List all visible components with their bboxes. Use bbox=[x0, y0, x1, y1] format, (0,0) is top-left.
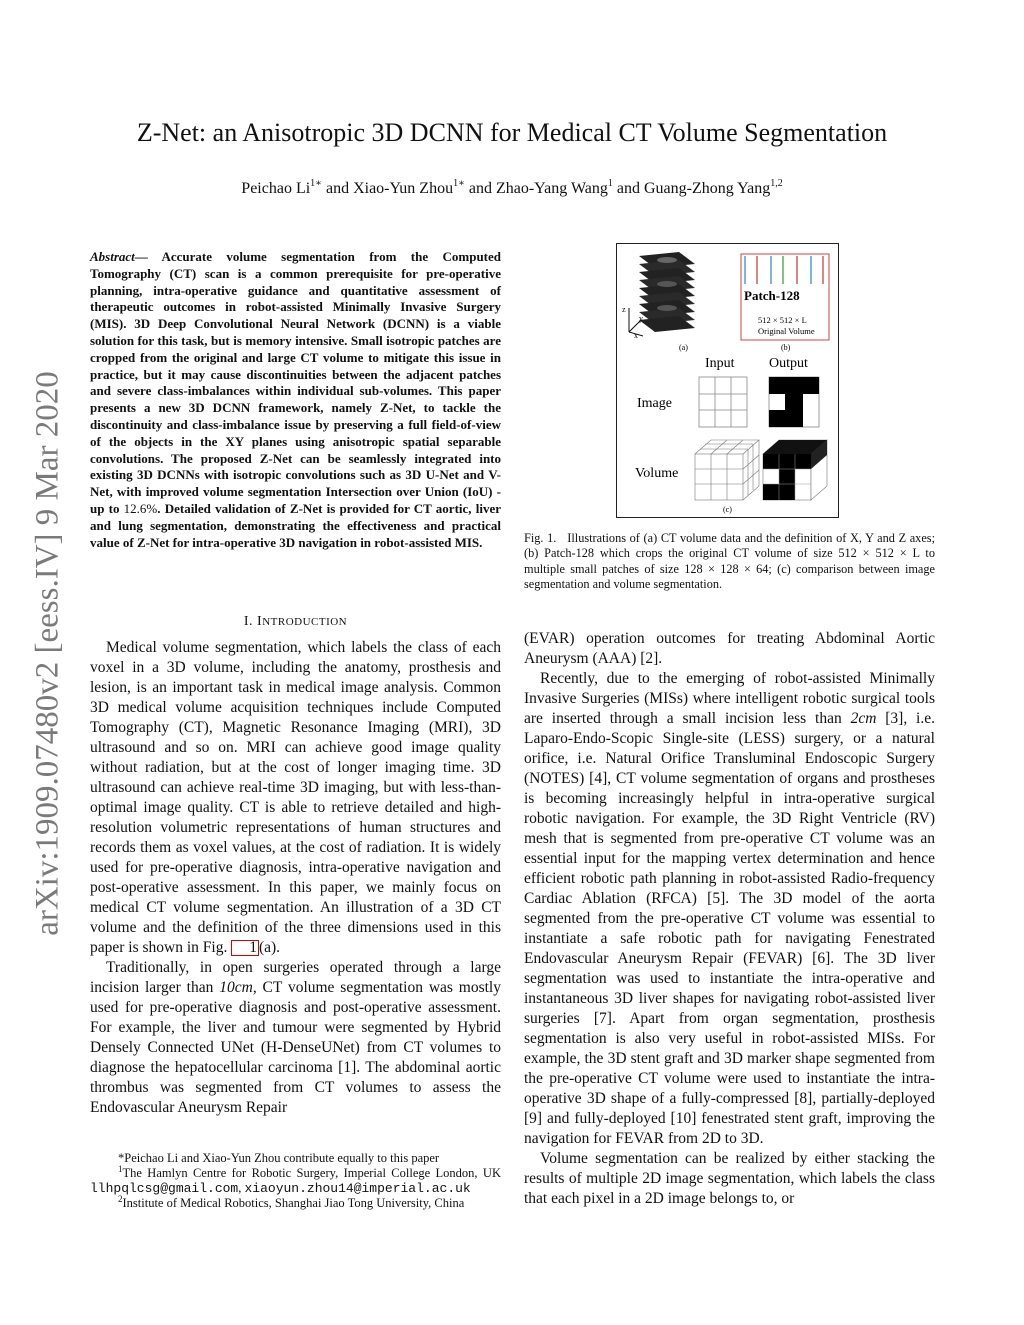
paragraph: Recently, due to the emerging of robot-assisted Minimally Invasive Surgeries (MISs) where intelligent robotic surgical tools are inserted through a small incision less than 2cm [3], i.e. Laparo-Endo-Scopic Single-site (LESS) surgery, or a natural orifice, i.e. Natural Orifice Transluminal Endoscopic Surgery (NOTES) [4], CT volume segmentation of organs and prostheses is becoming increasingly helpful in intra-operative surgical robotic navigation. For example, the 3D Right Ventricle (RV) mesh that is segmented from pre-operative CT volume was an essential input for the mapping vertex determination and hence efficient robotic path planning in robot-assisted Radio-frequency Cardiac Ablation (RFCA) [5]. The 3D model of the aorta segmented from the pre-operative CT volume was essential to instantiate a safe robotic path for navigating Fenestrated Endovascular Aneurysm Repair (FEVAR) [6]. The 3D liver segmentation was used to instantiate the intra-operative and instantaneous 3D liver shapes for navigating robot-assisted liver surgeries [7]. Apart from organ segmentation, prosthesis segmentation is also very useful in robot-assisted MISs. For example, the 3D stent graft and 3D marker shape segmented from the pre-operative CT volume were used to instantiate the intra-operative 3D shape of a fully-compressed [8], partially-deployed [9] and fully-deployed [10] fenestrated stent graft, improving the navigation for FEVAR from 2D to 3D. bbox=[524, 670, 935, 1147]
image-row-label: Image bbox=[637, 396, 672, 411]
caption-text: Illustrations of (a) CT volume data and the definition of X, Y and Z axes; (b) Patch-128 which crops the original CT volume of size 512 × 512 × L to multiple small patches of size 128 × 128 × 64; (c) comparison between image segmentation and volume segmentation. bbox=[524, 531, 935, 591]
figure-illustration bbox=[617, 244, 838, 517]
ct-slice-stack bbox=[639, 252, 695, 332]
input-volume-grid bbox=[695, 440, 759, 500]
input-image-grid bbox=[699, 377, 747, 427]
axis-x-label: x bbox=[634, 331, 638, 340]
patch-lines bbox=[745, 256, 823, 284]
section-heading: I. INTRODUCTION bbox=[243, 614, 348, 629]
paragraph: Volume segmentation can be realized by either stacking the results of multiple 2D image segmentation, which labels the class that each pixel in a 2D image belongs to, or bbox=[524, 1150, 935, 1207]
arxiv-stamp bbox=[28, 360, 68, 950]
abstract-text: Accurate volume segmentation from the Computed Tomography (CT) scan is a common prerequisite for pre-operative planning, intra-operative guidance and quantitative assessment of therapeutic outcomes in robot-assisted Minimally Invasive Surgery (MIS). 3D Deep Convolutional Neural Network (DCNN) is a viable solution for this task, but is memory intensive. Small isotropic patches are cropped from the original and large CT volume to mitigate this issue in practice, but it may cause discontinuities between the adjacent patches and severe class-imbalances within individual sub-volumes. This paper presents a new 3D DCNN framework, namely Z-Net, to tackle the discontinuity and class-imbalance issue by preserving a full field-of-view of the objects in the XY planes using anisotropic spatial separable convolutions. The proposed Z-Net can be seamlessly integrated into existing 3D DCNNs with isotropic convolutions such as 3D U-Net and V-Net, with improved volume segmentation Intersection over Union (IoU) - up to bbox=[90, 249, 501, 516]
author-3: Zhao-Yang Wang bbox=[495, 180, 608, 197]
output-heading: Output bbox=[769, 356, 808, 371]
paragraph: Medical volume segmentation, which labels the class of each voxel in a 3D volume, including the anatomy, prosthesis and lesion, is an important task in medical image analysis. Common 3D medical volume acquisition techniques include Computed Tomography (CT), Magnetic Resonance Imaging (MRI), 3D ultrasound and so on. MRI can achieve good image quality without radiation, but at the cost of longer imaging time. 3D ultrasound can achieve real-time 3D imaging, but with less-than-optimal image quality. CT is able to retrieve detailed and high-resolution volumetric representations of human structures and records them as voxel values, at the cost of radiation. It is widely used for pre-operative diagnosis, intra-operative navigation and post-operative assessment. In this paper, we mainly focus on medical CT volume segmentation. An illustration of a 3D CT volume and the definition of the three dimensions used in this paper is shown in Fig. 1 (a). bbox=[90, 639, 501, 956]
subfig-a-label: (a) bbox=[679, 343, 688, 352]
email-link[interactable]: xiaoyun.zhou14@imperial.ac.uk bbox=[244, 1181, 471, 1196]
paper-title: Z-Net: an Anisotropic 3D DCNN for Medical CT Volume Segmentation bbox=[136, 118, 888, 147]
author-list: Peichao $Li^{1∗}$ and Xiao-Yun Zhou$^{1∗}$ and Zhao-Yang Wang$^1$ and Guang-Zhong Yang$^{1,2}$ bbox=[241, 178, 783, 197]
caption-label: Fig. 1. bbox=[524, 531, 557, 545]
input-heading: Input bbox=[705, 356, 735, 371]
output-image-grid bbox=[769, 377, 819, 427]
volume-dims: 512 × 512 × L bbox=[758, 315, 807, 325]
output-volume-grid bbox=[763, 440, 827, 500]
iou-value: 12.6% bbox=[123, 500, 158, 516]
footnote-affiliation-1: $^1$The Hamlyn Centre for Robotic Surgery, Imperial College London, UK llhpqlcsg@gmail.com, xiaoyun.zhou14@imperial.ac.uk bbox=[90, 1164, 501, 1196]
footnote-equal-contribution: *Peichao Li and Xiao-Yun Zhou contribute equally to this paper bbox=[118, 1151, 440, 1165]
figure-1 bbox=[616, 243, 839, 518]
author-2: Xiao-Yun Zhou bbox=[353, 180, 454, 197]
abstract-label: Abstract bbox=[90, 249, 135, 264]
author-1: Peichao Li bbox=[241, 180, 311, 197]
volume-row-label: Volume bbox=[635, 466, 679, 481]
original-volume-label: Original Volume bbox=[758, 326, 815, 336]
arxiv-id: arXiv:1909.07480v2 [eess.IV] 9 Mar 2020 bbox=[29, 371, 66, 936]
subfig-c-label: (c) bbox=[723, 505, 732, 514]
abstract: Abstract— Accurate volume segmentation from the Computed Tomography (CT) scan is a common prerequisite for pre-operative planning, intra-operative guidance and quantitative assessment of therapeutic outcomes in robot-assisted Minimally Invasive Surgery (MIS). 3D Deep Convolutional Neural Network (DCNN) is a viable solution for this task, but is memory intensive. Small isotropic patches are cropped from the original and large CT volume to mitigate this issue in practice, but it may cause discontinuities between the adjacent patches and severe class-imbalances within individual sub-volumes. This paper presents a new 3D DCNN framework, namely Z-Net, to tackle the discontinuity and class-imbalance issue by preserving a full field-of-view of the objects in the XY planes using anisotropic spatial separable convolutions. The proposed Z-Net can be seamlessly integrated into existing 3D DCNNs with isotropic convolutions such as 3D U-Net and V-Net, with improved volume segmentation Intersection over Union (IoU) - up to 12.6%. Detailed validation of Z-Net is provided for CT aortic, liver and lung segmentation, demonstrating the effectiveness and practical value of Z-Net for intra-operative 3D navigation in robot-assisted MIS. bbox=[90, 249, 501, 550]
patch-label: Patch-128 bbox=[744, 288, 800, 303]
right-column-body bbox=[524, 629, 935, 1209]
fig-ref-link[interactable]: 1 bbox=[231, 940, 259, 956]
footnotes bbox=[90, 1151, 501, 1211]
paragraph: Traditionally, in open surgeries operated through a large incision larger than 10cm, CT volume segmentation was mostly used for pre-operative diagnosis and post-operative assessment. For example, the liver and tumour were segmented by Hybrid Densely Connected UNet (H-DenseUNet) from CT volumes to diagnose the hepatocellular carcinoma [1]. The abdominal aortic thrombus was segmented from CT volumes to assess the Endovascular Aneurysm Repair bbox=[90, 959, 501, 1116]
email-link[interactable]: llhpqlcsg@gmail.com bbox=[90, 1181, 239, 1196]
figure-caption bbox=[524, 531, 935, 592]
subfig-b-label: (b) bbox=[781, 343, 791, 352]
paragraph: (EVAR) operation outcomes for treating Abdominal Aortic Aneurysm (AAA) [2]. bbox=[524, 630, 935, 667]
axis-y-label: y bbox=[639, 314, 643, 323]
footnote-affiliation-2: $^2$Institute of Medical Robotics, Shanghai Jiao Tong University, China bbox=[118, 1194, 465, 1210]
axis-z-label: z bbox=[622, 305, 626, 314]
author-4: Guang-Zhong Yang bbox=[643, 180, 771, 197]
left-column-body bbox=[90, 638, 501, 1118]
